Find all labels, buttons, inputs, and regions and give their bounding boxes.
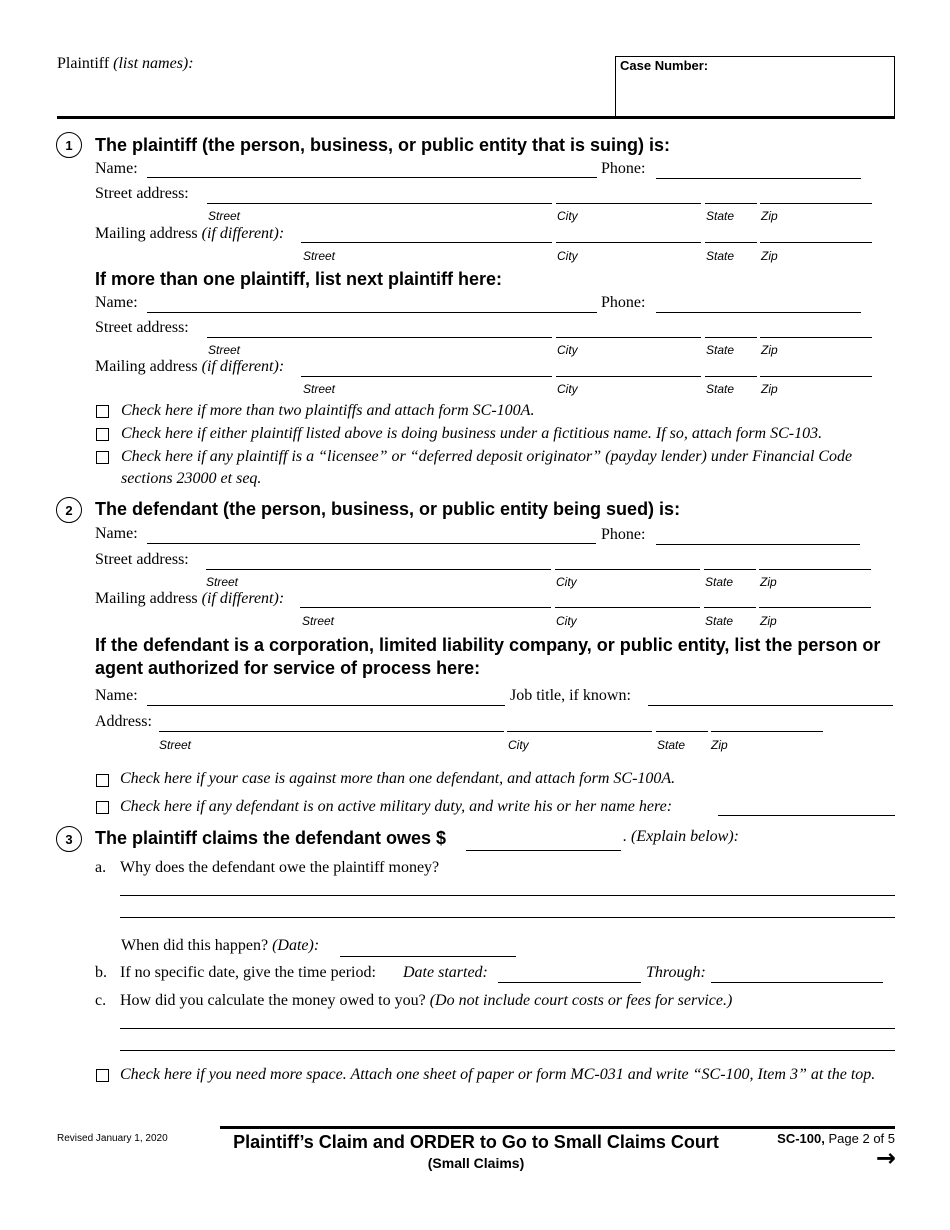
next-page-arrow-icon[interactable]: → — [875, 1144, 896, 1172]
caption-state: State — [705, 614, 734, 628]
p1-phone-field[interactable] — [656, 178, 861, 179]
p2-mailing-label: Mailing address (if different): — [95, 358, 285, 375]
d-mail-state-field[interactable] — [704, 607, 756, 608]
p2-city-field[interactable] — [556, 337, 701, 338]
caption-city: City — [557, 382, 578, 396]
agent-zip-field[interactable] — [711, 731, 823, 732]
caption-zip: Zip — [761, 249, 778, 263]
p1-state-field[interactable] — [705, 203, 757, 204]
section1-subheading: If more than one plaintiff, list next plaintiff here: — [95, 269, 503, 289]
agent-name-label: Name: — [95, 687, 138, 704]
d-mail-city-field[interactable] — [555, 607, 700, 608]
case-number-box[interactable] — [615, 56, 895, 118]
military-duty-checkbox[interactable] — [96, 801, 109, 814]
military-duty-text: Check here if any defendant is on active military duty, and write his or her name here: — [120, 798, 673, 815]
p1-mail-state-field[interactable] — [705, 242, 757, 243]
footer-title: Plaintiff’s Claim and ORDER to Go to Small Claims Court — [233, 1132, 719, 1152]
d-name-label: Name: — [95, 525, 138, 542]
p1-mail-zip-field[interactable] — [760, 242, 872, 243]
p1-zip-field[interactable] — [760, 203, 872, 204]
form-page-info: SC-100, Page 2 of 5 — [777, 1131, 895, 1146]
section-number-3: 3 — [56, 826, 82, 852]
when-happened-label: When did this happen? (Date): — [121, 937, 320, 954]
d-phone-field[interactable] — [656, 544, 860, 545]
p1-mailing-label: Mailing address (if different): — [95, 225, 285, 242]
date-started-label: Date started: — [403, 964, 488, 981]
agent-job-title-field[interactable] — [648, 705, 893, 706]
p2-name-field[interactable] — [147, 312, 597, 313]
date-started-field[interactable] — [498, 982, 641, 983]
p1-street-field[interactable] — [207, 203, 552, 204]
p1-phone-label: Phone: — [601, 160, 646, 177]
p2-phone-field[interactable] — [656, 312, 861, 313]
item-a-letter: a. — [95, 859, 107, 876]
section2-subheading: If the defendant is a corporation, limited liability company, or public entity, list the person or agent authorized for service of process here: — [95, 635, 881, 678]
caption-zip: Zip — [711, 738, 728, 752]
caption-state: State — [657, 738, 686, 752]
d-street-field[interactable] — [206, 569, 551, 570]
military-name-field[interactable] — [718, 815, 895, 816]
caption-zip: Zip — [760, 575, 777, 589]
fictitious-name-text: Check here if either plaintiff listed above is doing business under a fictitious name. If so, attach form SC-103. — [121, 425, 823, 442]
caption-state: State — [706, 209, 735, 223]
section2-heading: The defendant (the person, business, or public entity being sued) is: — [95, 499, 681, 519]
agent-address-label: Address: — [95, 713, 152, 730]
agent-job-title-label: Job title, if known: — [510, 687, 631, 704]
section1-heading: The plaintiff (the person, business, or public entity that is suing) is: — [95, 135, 671, 155]
caption-street: Street — [303, 382, 336, 396]
caption-state: State — [706, 343, 735, 357]
plaintiff-header-label: Plaintiff (list names): — [57, 55, 194, 72]
caption-zip: Zip — [761, 209, 778, 223]
caption-city: City — [557, 209, 578, 223]
caption-city: City — [557, 343, 578, 357]
amount-owed-field[interactable] — [466, 850, 621, 851]
caption-zip: Zip — [761, 343, 778, 357]
d-city-field[interactable] — [555, 569, 700, 570]
d-street-label: Street address: — [95, 551, 189, 568]
section3-heading: The plaintiff claims the defendant owes $ — [95, 828, 447, 848]
caption-zip: Zip — [760, 614, 777, 628]
p1-mail-street-field[interactable] — [301, 242, 552, 243]
header-divider — [57, 116, 895, 119]
more-plaintiffs-checkbox[interactable] — [96, 405, 109, 418]
caption-zip: Zip — [761, 382, 778, 396]
multiple-defendants-checkbox[interactable] — [96, 774, 109, 787]
item-c-text: How did you calculate the money owed to you? (Do not include court costs or fees for service.) — [120, 992, 733, 1009]
caption-street: Street — [208, 209, 241, 223]
item-b-letter: b. — [95, 964, 107, 981]
d-mail-zip-field[interactable] — [759, 607, 871, 608]
caption-street: Street — [208, 343, 241, 357]
p2-mail-city-field[interactable] — [556, 376, 701, 377]
caption-state: State — [705, 575, 734, 589]
p2-mail-state-field[interactable] — [705, 376, 757, 377]
multiple-defendants-text: Check here if your case is against more than one defendant, and attach form SC-100A. — [120, 770, 676, 787]
section-number-2: 2 — [56, 497, 82, 523]
footer-subtitle: (Small Claims) — [427, 1155, 525, 1171]
item-b-text: If no specific date, give the time period: — [120, 964, 376, 981]
p2-name-label: Name: — [95, 294, 138, 311]
calculation-line-2[interactable] — [120, 1050, 895, 1051]
agent-name-field[interactable] — [147, 705, 505, 706]
licensee-text: Check here if any plaintiff is a “licensee” or “deferred deposit originator” (payday lender) under Financial Code sections 23000 et seq. — [121, 448, 853, 487]
d-state-field[interactable] — [704, 569, 756, 570]
d-phone-label: Phone: — [601, 526, 646, 543]
p2-mail-street-field[interactable] — [301, 376, 552, 377]
caption-city: City — [556, 614, 577, 628]
licensee-checkbox[interactable] — [96, 451, 109, 464]
caption-street: Street — [206, 575, 239, 589]
reason-line-1[interactable] — [120, 895, 895, 896]
caption-street: Street — [302, 614, 335, 628]
calculation-line-1[interactable] — [120, 1028, 895, 1029]
through-label: Through: — [646, 964, 706, 981]
more-space-text: Check here if you need more space. Attach one sheet of paper or form MC-031 and write “SC-100, Item 3” at the top. — [120, 1066, 876, 1083]
p2-street-field[interactable] — [207, 337, 552, 338]
p1-city-field[interactable] — [556, 203, 701, 204]
fictitious-name-checkbox[interactable] — [96, 428, 109, 441]
agent-street-field[interactable] — [159, 731, 504, 732]
caption-state: State — [706, 382, 735, 396]
explain-below-text: . (Explain below): — [623, 828, 739, 845]
case-number-label: Case Number: — [620, 58, 709, 73]
d-zip-field[interactable] — [759, 569, 871, 570]
p1-street-label: Street address: — [95, 185, 189, 202]
p1-name-field[interactable] — [147, 177, 597, 178]
p1-mail-city-field[interactable] — [556, 242, 701, 243]
caption-street: Street — [303, 249, 336, 263]
caption-city: City — [508, 738, 529, 752]
item-c-letter: c. — [95, 992, 107, 1009]
date-field[interactable] — [340, 956, 516, 957]
p2-state-field[interactable] — [705, 337, 757, 338]
agent-state-field[interactable] — [656, 731, 708, 732]
agent-city-field[interactable] — [507, 731, 652, 732]
p2-phone-label: Phone: — [601, 294, 646, 311]
revised-date: Revised January 1, 2020 — [57, 1133, 168, 1144]
p2-street-label: Street address: — [95, 319, 189, 336]
d-mailing-label: Mailing address (if different): — [95, 590, 285, 607]
caption-city: City — [556, 575, 577, 589]
more-space-checkbox[interactable] — [96, 1069, 109, 1082]
p2-zip-field[interactable] — [760, 337, 872, 338]
p2-mail-zip-field[interactable] — [760, 376, 872, 377]
footer-divider — [220, 1126, 895, 1129]
item-a-text: Why does the defendant owe the plaintiff money? — [120, 859, 440, 876]
caption-street: Street — [159, 738, 192, 752]
section-number-1: 1 — [56, 132, 82, 158]
through-field[interactable] — [711, 982, 883, 983]
reason-line-2[interactable] — [120, 917, 895, 918]
d-name-field[interactable] — [147, 543, 596, 544]
p1-name-label: Name: — [95, 160, 138, 177]
caption-city: City — [557, 249, 578, 263]
d-mail-street-field[interactable] — [300, 607, 551, 608]
caption-state: State — [706, 249, 735, 263]
more-plaintiffs-text: Check here if more than two plaintiffs and attach form SC-100A. — [121, 402, 535, 419]
